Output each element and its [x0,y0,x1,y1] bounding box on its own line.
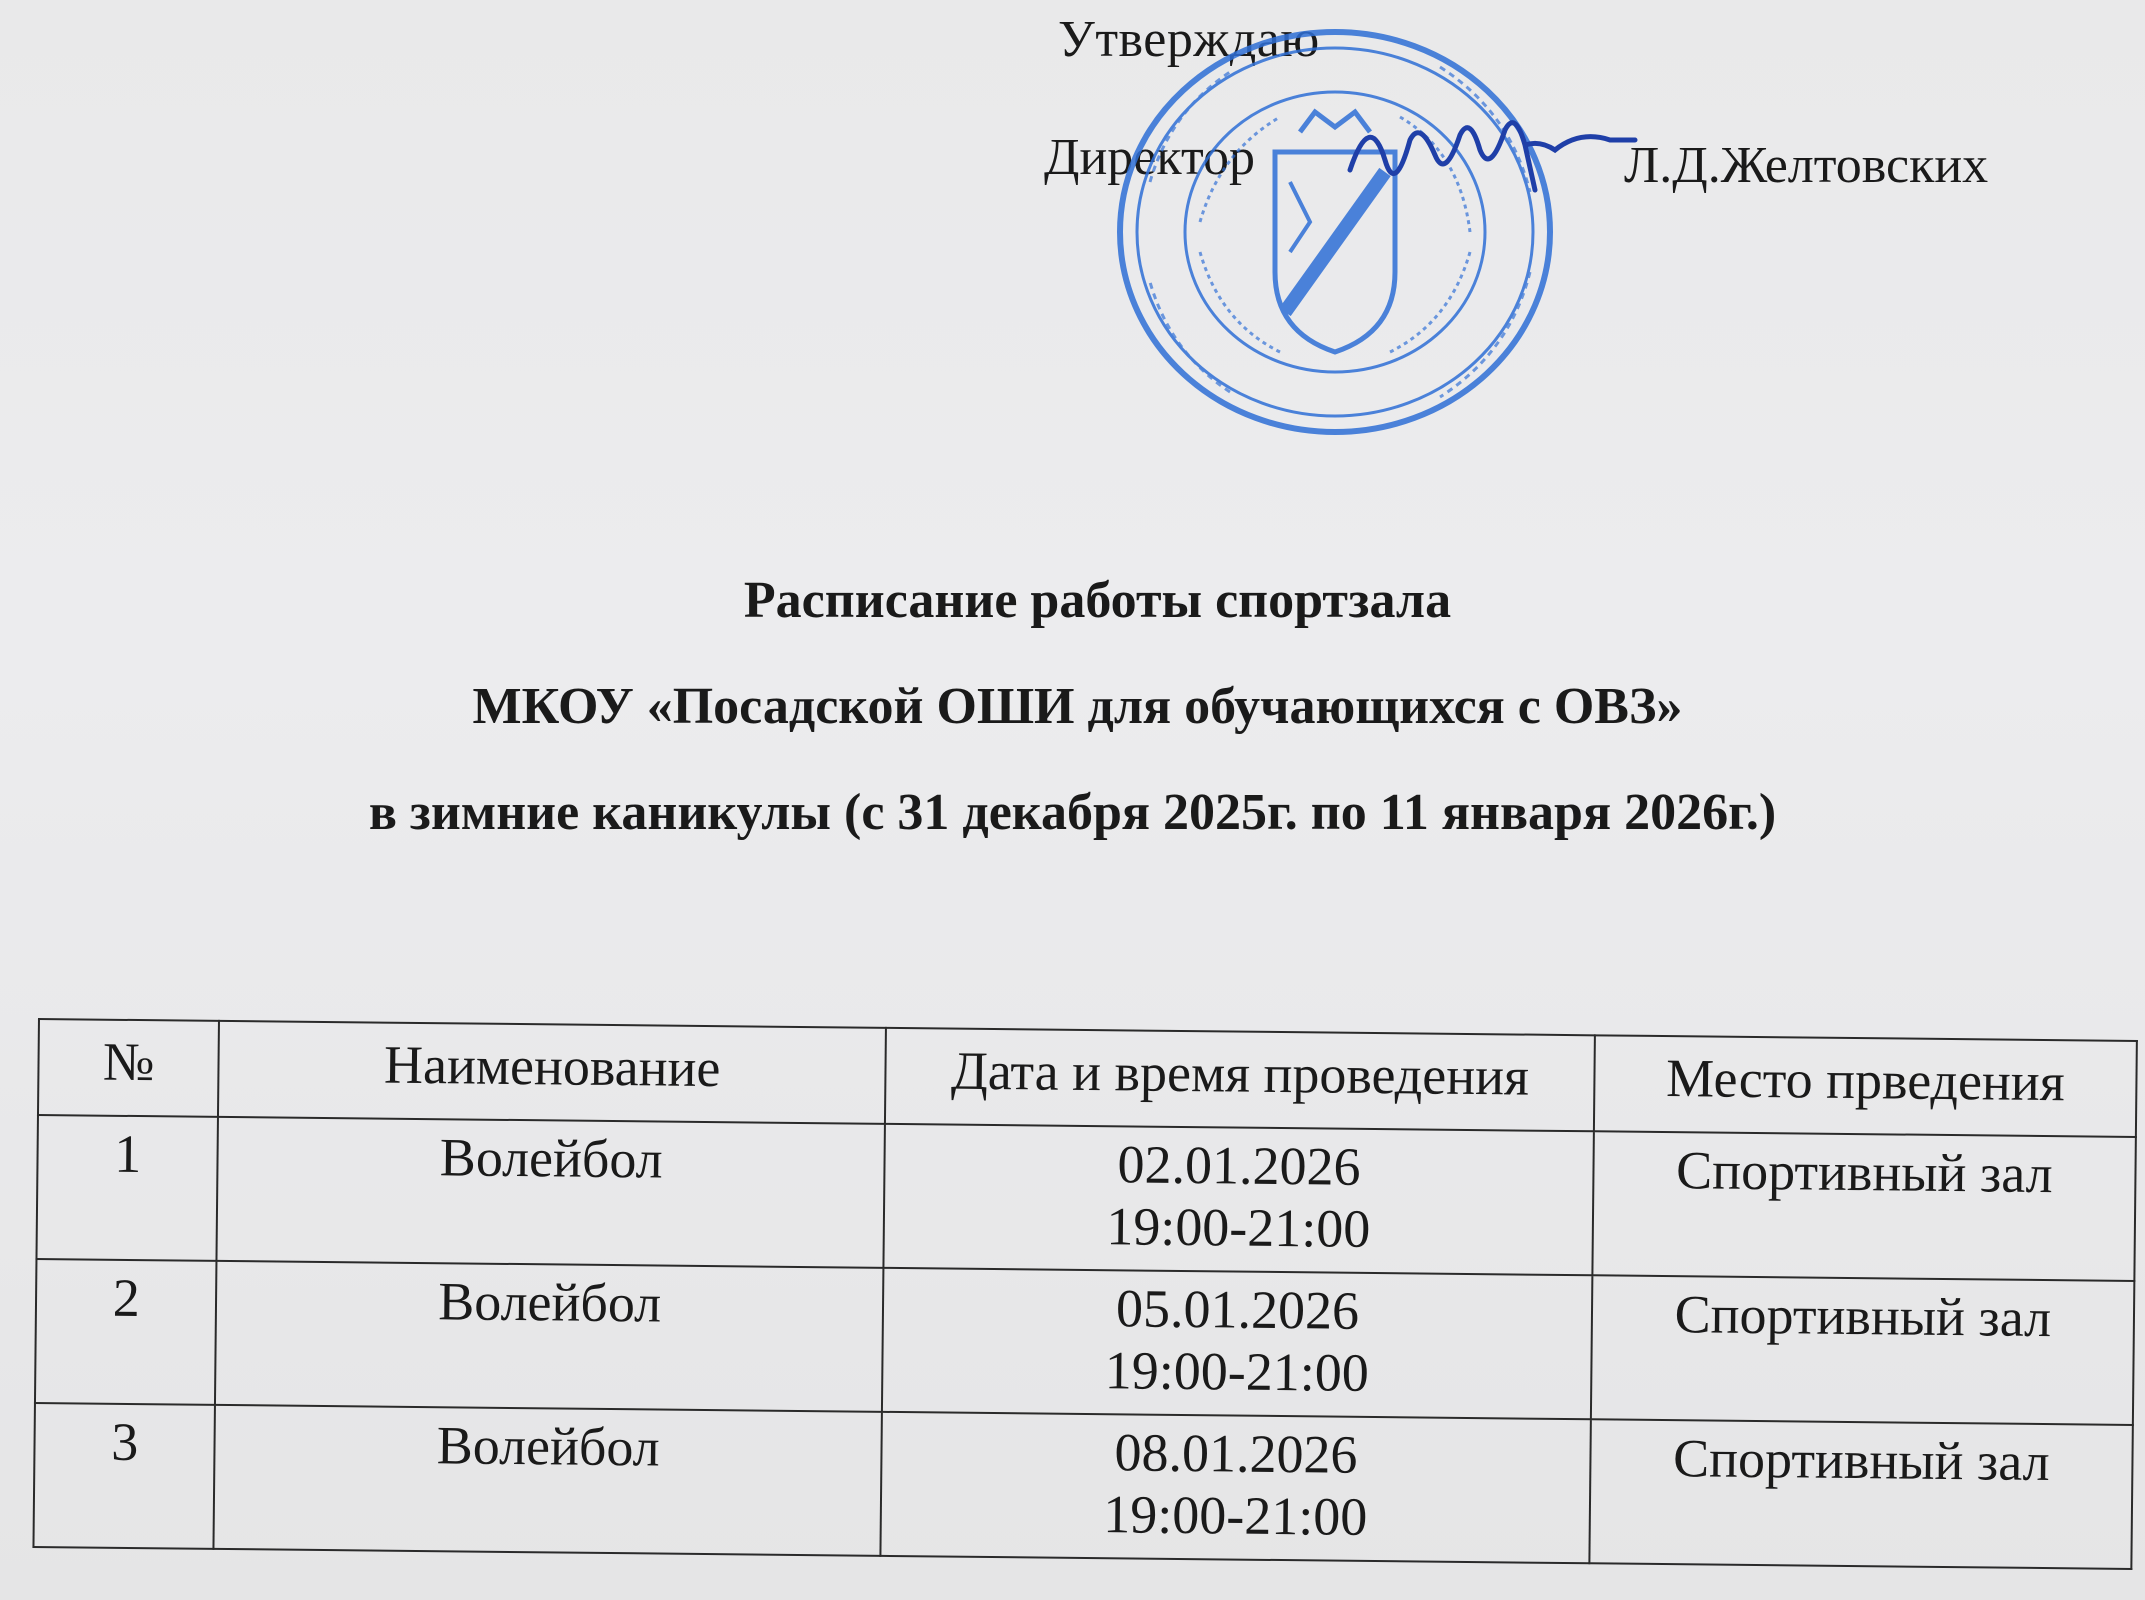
director-role: Директор [1044,129,1255,186]
table-row [33,1403,2132,1569]
row-place: Спортивный зал [1591,1275,2135,1425]
director-name: Л.Д.Желтовских [1624,137,1989,194]
title-line-2: МКОУ «Посадской ОШИ для обучающихся с ОВЗ» [472,678,1683,735]
header-date-time: Дата и время проведения [885,1028,1595,1131]
row-date: 08.01.2026 [1114,1422,1358,1485]
row-number: 3 [33,1403,215,1549]
row-name: Волейбол [215,1261,883,1412]
row-name: Волейбол [217,1117,885,1268]
table-row [35,1259,2134,1425]
title-line-1: Расписание работы спортзала [743,572,1452,629]
row-date-time [880,1412,1590,1563]
row-time: 19:00-21:00 [1103,1484,1368,1547]
row-place: Спортивный зал [1592,1131,2136,1281]
title-line-3: в зимние каникулы (с 31 декабря 2025г. по 11 января 2026г.) [368,784,1777,841]
header-place: Место прведения [1594,1035,2137,1137]
row-number: 1 [36,1115,218,1261]
table-row [36,1115,2135,1281]
schedule-table [32,1018,2137,1570]
row-time: 19:00-21:00 [1106,1196,1371,1259]
row-name: Волейбол [214,1405,882,1556]
official-stamp-icon [1110,22,1560,442]
document-title [0,565,2145,883]
approval-word: Утверждаю [1058,11,1320,68]
header-number: № [38,1019,219,1117]
row-number: 2 [35,1259,217,1405]
row-date-time [883,1124,1593,1275]
row-date: 02.01.2026 [1117,1134,1361,1197]
header-name: Наименование [218,1021,886,1124]
row-place: Спортивный зал [1589,1419,2133,1569]
row-time: 19:00-21:00 [1104,1340,1370,1403]
signature-icon [1340,100,1640,210]
row-date-time [882,1268,1592,1419]
row-date: 05.01.2026 [1115,1278,1360,1341]
